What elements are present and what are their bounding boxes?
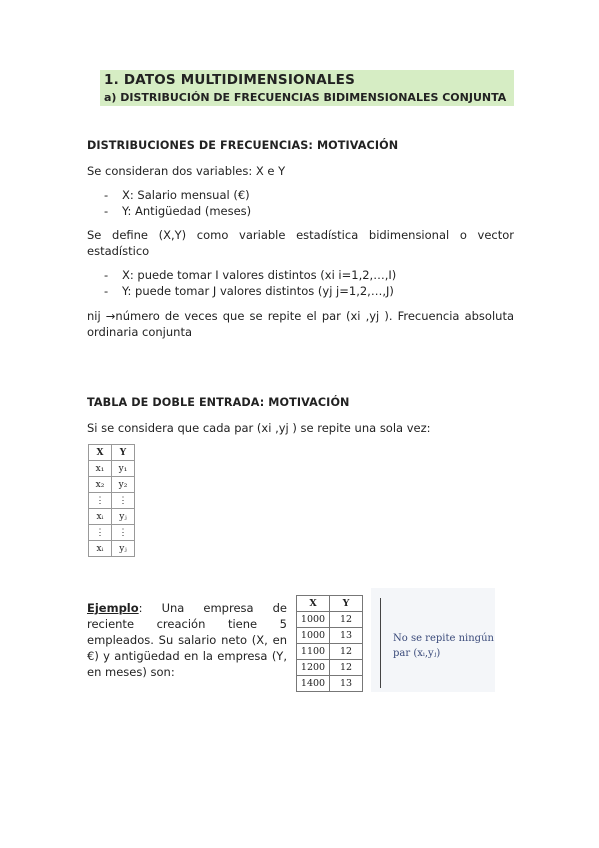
section2-heading: TABLA DE DOBLE ENTRADA: MOTIVACIÓN: [87, 396, 350, 409]
note-text: No se repite ningún par (xᵢ,yⱼ): [393, 633, 494, 659]
table-row: x₂ y₂: [89, 477, 135, 493]
section1-heading: DISTRIBUCIONES DE FRECUENCIAS: MOTIVACIÓN: [87, 139, 399, 152]
example-paragraph: [87, 600, 287, 680]
table-row: 1200 12: [297, 660, 363, 676]
page-title: 1. DATOS MULTIDIMENSIONALES: [104, 72, 356, 88]
section1-intro: Se consideran dos variables: X e Y: [87, 164, 286, 178]
bullet-list-2: [104, 267, 396, 299]
table-header: X: [297, 596, 330, 612]
list-item: - X: puede tomar I valores distintos (xi i=1,2,…,I): [104, 268, 397, 282]
table-row: 1000 12: [297, 612, 363, 628]
table-row: ⋮ ⋮: [89, 525, 135, 541]
table-row: ⋮ ⋮: [89, 493, 135, 509]
table-header: X: [89, 445, 112, 461]
table-row: x₁ y₁: [89, 461, 135, 477]
table-row: xᵢ yⱼ: [89, 509, 135, 525]
bullet-list-1: [104, 187, 251, 219]
table-row: 1100 12: [297, 644, 363, 660]
nij-definition: nij →número de veces que se repite el par (xi ,yj ). Frecuencia absoluta ordinaria conjunta: [87, 309, 514, 339]
example-text: : Una empresa de reciente creación tiene 5 empleados. Su salario neto (X, en €) y antigüedad en la empresa (Y, en meses) son:: [87, 601, 287, 679]
table-row: xᵢ yⱼ: [89, 541, 135, 557]
bracket-line: [380, 598, 385, 688]
generic-pairs-table: [88, 444, 135, 557]
table-row: 1400 13: [297, 676, 363, 692]
page-subtitle: a) DISTRIBUCIÓN DE FRECUENCIAS BIDIMENSIONALES CONJUNTA: [104, 91, 507, 104]
table-header: Y: [112, 445, 135, 461]
list-item: - Y: puede tomar J valores distintos (yj j=1,2,…,J): [104, 284, 394, 298]
list-item: - X: Salario mensual (€): [104, 188, 250, 202]
list-item: - Y: Antigüedad (meses): [104, 204, 252, 218]
salary-tenure-table: [296, 595, 363, 692]
section2-intro: Si se considera que cada par (xi ,yj ) se repite una sola vez:: [87, 421, 431, 435]
example-label: Ejemplo: [87, 601, 139, 615]
table-row: 1000 13: [297, 628, 363, 644]
section1-definition: Se define (X,Y) como variable estadística bidimensional o vector estadístico: [87, 228, 514, 258]
table-header: Y: [330, 596, 363, 612]
